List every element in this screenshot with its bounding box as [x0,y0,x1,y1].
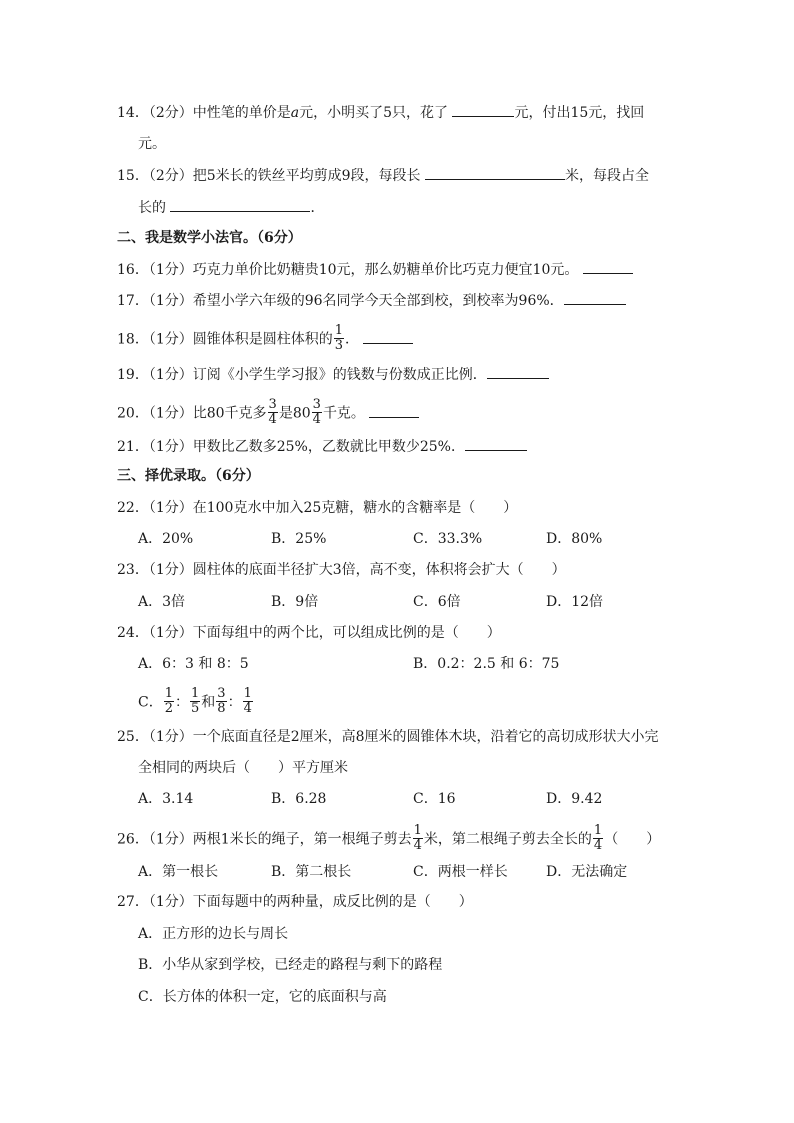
q24-c-colon-2: ： [227,694,242,711]
q24-c-fraction-1-numerator: 1 [164,686,173,701]
q24-c-fraction-3 [216,687,226,716]
q21-answer-blank[interactable] [465,436,527,451]
q18-fraction-numerator: 1 [334,323,344,338]
q14-text-a: 14．（2分）中性笔的单价是 [117,105,291,121]
q19-answer-blank[interactable] [487,364,549,379]
question-19 [117,364,549,385]
q17-answer-blank[interactable] [564,290,626,305]
question-25-line-1: 25．（1分）一个底面直径是2厘米，高8厘米的圆锥体木块，沿着它的高切成形状大小完 [117,729,659,745]
q24-c-fraction-3-numerator: 3 [217,686,226,701]
q18-text-b: ． [345,331,364,348]
q15-text-a: 15．（2分）把5米长的铁丝平均剪成9段，每段长 [117,168,425,184]
q20-text-c: 千克。 [322,405,370,422]
q26-text-c: （ ） [604,831,661,848]
q26-text-b: 米，第二根绳子剪去全长的 [423,831,592,848]
question-16 [117,259,633,280]
q17-text: 17．（1分）希望小学六年级的96名同学今天全部到校，到校率为96%． [117,293,564,309]
q25-option-c[interactable]: C．16 [413,791,456,807]
q24-c-and: 和 [201,694,216,711]
q27-option-c[interactable]: C．长方体的体积一定，它的底面积与高 [138,989,387,1005]
question-25-line-2: 全相同的两块后（ ）平方厘米 [138,760,348,776]
q24-c-fraction-2-numerator: 1 [191,686,200,701]
q14-answer-blank[interactable] [452,102,514,117]
q22-option-a[interactable]: A．20% [138,531,194,547]
q24-c-fraction-4-denominator: 4 [243,701,252,716]
q26-option-b[interactable]: B．第二根长 [271,864,352,880]
q24-c-fraction-3-denominator: 8 [217,701,226,716]
q26-option-d[interactable]: D．无法确定 [546,864,628,880]
q26-fraction-2-denominator: 4 [593,838,603,853]
q24-c-fraction-1-denominator: 2 [164,701,173,716]
q27-option-a[interactable]: A．正方形的边长与周长 [138,926,289,942]
q18-fraction-denominator: 3 [334,338,344,353]
q21-text: 21．（1分）甲数比乙数多25%，乙数就比甲数少25%． [117,439,465,455]
q26-option-a[interactable]: A．第一根长 [138,864,219,880]
q15-answer-blank-2[interactable] [170,197,310,212]
question-18 [117,325,413,354]
q14-variable: a [290,105,300,121]
q15-text-b: 米，每段占全 [565,168,649,184]
q24-c-colon-1: ： [175,694,189,711]
q26-fraction-1-numerator: 1 [413,823,422,838]
question-14-line-1 [117,102,644,123]
q15-text-d: ． [310,200,325,216]
q26-fraction-1-denominator: 4 [413,838,422,853]
q25-option-d[interactable]: D．9.42 [546,791,603,807]
q26-fraction-1 [413,824,423,853]
q18-text-a: 18．（1分）圆锥体积是圆柱体积的 [117,331,333,348]
q24-c-fraction-4-numerator: 1 [243,686,252,701]
q15-text-c: 长的 [138,200,171,216]
q15-answer-blank-1[interactable] [425,165,565,180]
q20-text-b: 是80 [278,405,311,422]
q24-c-fraction-1 [164,687,174,716]
q24-c-fraction-4 [243,687,253,716]
question-20 [117,399,419,428]
q24-option-c[interactable] [138,688,254,717]
q24-option-b[interactable]: B．0.2：2.5 和 6：75 [413,656,560,672]
q23-option-c[interactable]: C．6倍 [413,594,461,610]
section-3-heading: 三、择优录取。（6分） [117,468,260,484]
q20-fraction-1-numerator: 3 [268,397,277,412]
q20-fraction-2-denominator: 4 [312,412,321,427]
question-22-stem: 22．（1分）在100克水中加入25克糖，糖水的含糖率是（ ） [117,500,518,516]
q27-option-b[interactable]: B．小华从家到学校，已经走的路程与剩下的路程 [138,957,443,973]
q23-option-d[interactable]: D．12倍 [546,594,604,610]
q18-answer-blank[interactable] [363,329,413,344]
q25-option-b[interactable]: B．6.28 [271,791,327,807]
question-26-stem [117,825,660,854]
question-15-line-2 [138,197,324,218]
q19-text: 19．（1分）订阅《小学生学习报》的钱数与份数成正比例． [117,367,487,383]
q20-fraction-1-denominator: 4 [268,412,277,427]
q24-c-fraction-2 [190,687,200,716]
question-21 [117,436,527,457]
question-27-stem: 27．（1分）下面每题中的两种量，成反比例的是（ ） [117,894,473,910]
q16-answer-blank[interactable] [583,259,633,274]
question-17 [117,290,626,311]
q20-fraction-2-numerator: 3 [312,397,321,412]
q20-answer-blank[interactable] [369,403,419,418]
q20-fraction-1 [268,398,278,427]
q18-fraction [334,324,344,353]
q25-option-a[interactable]: A．3.14 [138,791,194,807]
q22-option-d[interactable]: D．80% [546,531,603,547]
question-23-stem: 23．（1分）圆柱体的底面半径扩大3倍，高不变，体积将会扩大（ ） [117,562,566,578]
q26-option-c[interactable]: C．两根一样长 [413,864,508,880]
q20-text-a: 20．（1分）比80千克多 [117,405,267,422]
q14-text-d: 元。 [138,136,166,152]
q14-text-c: 元，付出15元，找回 [514,105,645,121]
q23-option-a[interactable]: A．3倍 [138,594,186,610]
q20-fraction-2 [312,398,322,427]
question-14-line-2 [138,134,166,154]
q26-fraction-2-numerator: 1 [593,823,603,838]
q14-text-b: 元，小明买了5只，花了 [299,105,453,121]
q23-option-b[interactable]: B．9倍 [271,594,319,610]
section-2-heading: 二、我是数学小法官。（6分） [117,230,302,246]
q22-option-b[interactable]: B．25% [271,531,327,547]
question-24-stem: 24．（1分）下面每组中的两个比，可以组成比例的是（ ） [117,625,501,641]
q26-text-a: 26．（1分）两根1米长的绳子，第一根绳子剪去 [117,831,412,848]
q24-option-a[interactable]: A．6：3 和 8：5 [138,656,249,672]
q26-fraction-2 [593,824,603,853]
question-15-line-1 [117,165,649,186]
q16-text: 16．（1分）巧克力单价比奶糖贵10元，那么奶糖单价比巧克力便宜10元。 [117,262,583,278]
q24-c-fraction-2-denominator: 5 [191,701,200,716]
q22-option-c[interactable]: C．33.3% [413,531,483,547]
q24-option-c-label: C． [138,694,163,711]
